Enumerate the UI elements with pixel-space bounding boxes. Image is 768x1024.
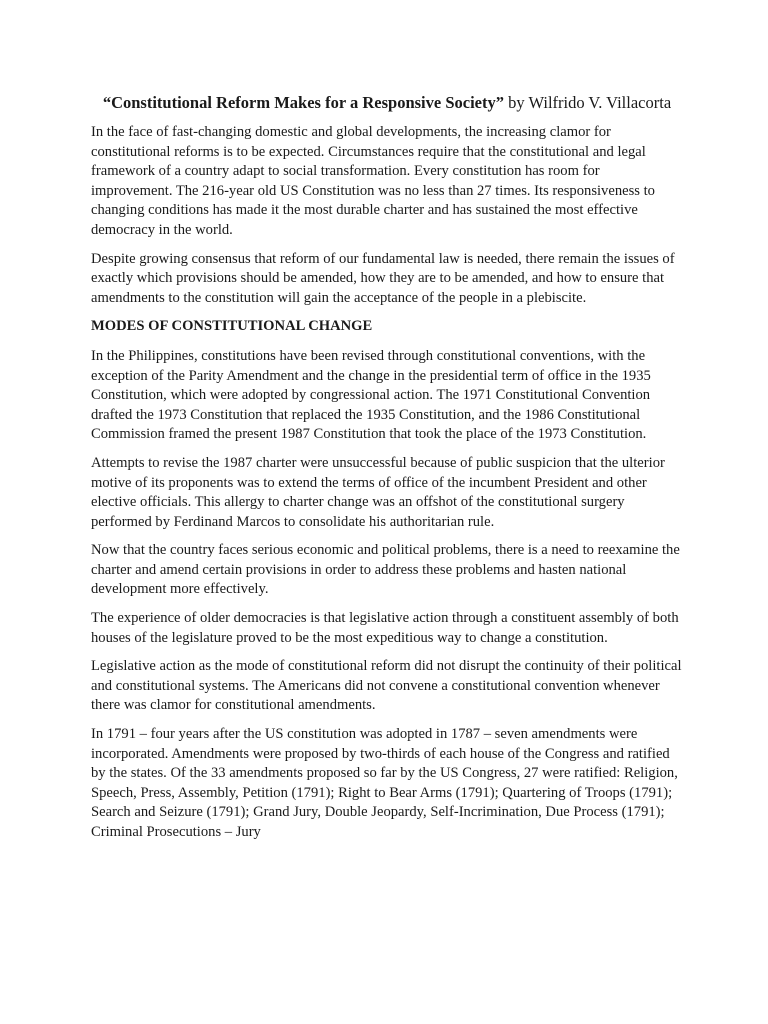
document-page: [91, 92, 683, 852]
title-byline: by Wilfrido V. Villacorta: [504, 93, 672, 112]
paragraph-intro-1: In the face of fast-changing domestic and global developments, the increasing clamor for constitutional reforms is to be expected. Circumstances require that the constitutional and legal framework of a country adapt to social transformation. Every constitution has room for improvement. The 216-year old US Constitution was no less than 27 times. Its responsiveness to changing conditions has made it the most durable charter and has sustained the most effective democracy in the world.: [91, 124, 655, 238]
paragraph-body-4: The experience of older democracies is that legislative action through a constituent assembly of both houses of the legislature proved to be the most expeditious way to change a constitution.: [91, 610, 679, 646]
paragraph-body-1: In the Philippines, constitutions have been revised through constitutional conventions, with the exception of the Parity Amendment and the change in the presidential term of office in the 1935 Constitution, which were adopted by congressional action. The 1971 Constitutional Convention drafted the 1973 Constitution that replaced the 1935 Constitution, and the 1986 Constitutional Commission framed the present 1987 Constitution that took the place of the 1973 Constitution.: [91, 347, 651, 443]
section-heading: MODES OF CONSTITUTIONAL CHANGE: [91, 318, 373, 335]
paragraph-body-5: Legislative action as the mode of constitutional reform did not disrupt the continuity of their political and constitutional systems. The Americans did not convene a constitutional convention whenever there was clamor for constitutional amendments.: [91, 658, 682, 714]
document-title: [91, 92, 683, 114]
paragraph-body-3: Now that the country faces serious economic and political problems, there is a need to reexamine the charter and amend certain provisions in order to address these problems and hasten national development more effectively.: [91, 542, 680, 598]
paragraph-body-2: Attempts to revise the 1987 charter were unsuccessful because of public suspicion that the ulterior motive of its proponents was to extend the terms of office of the incumbent President and other elective officials. This allergy to charter change was an offshot of the constitutional surgery performed by Ferdinand Marcos to consolidate his authoritarian rule.: [91, 454, 665, 530]
title-main: “Constitutional Reform Makes for a Responsive Society”: [102, 93, 504, 112]
paragraph-intro-2: Despite growing consensus that reform of our fundamental law is needed, there remain the issues of exactly which provisions should be amended, how they are to be amended, and how to ensure that amendments to the constitution will gain the acceptance of the people in a plebiscite.: [91, 250, 675, 306]
paragraph-body-6: In 1791 – four years after the US constitution was adopted in 1787 – seven amendments were incorporated. Amendments were proposed by two-thirds of each house of the Congress and ratified by the states. Of the 33 amendments proposed so far by the US Congress, 27 were ratified: Religion, Speech, Press, Assembly, Petition (1791); Right to Bear Arms (1791); Quartering of Troops (1791); Search and Seizure (1791); Grand Jury, Double Jeopardy, Self-Incrimination, Due Process (1791); Criminal Prosecutions – Jury: [91, 726, 678, 840]
